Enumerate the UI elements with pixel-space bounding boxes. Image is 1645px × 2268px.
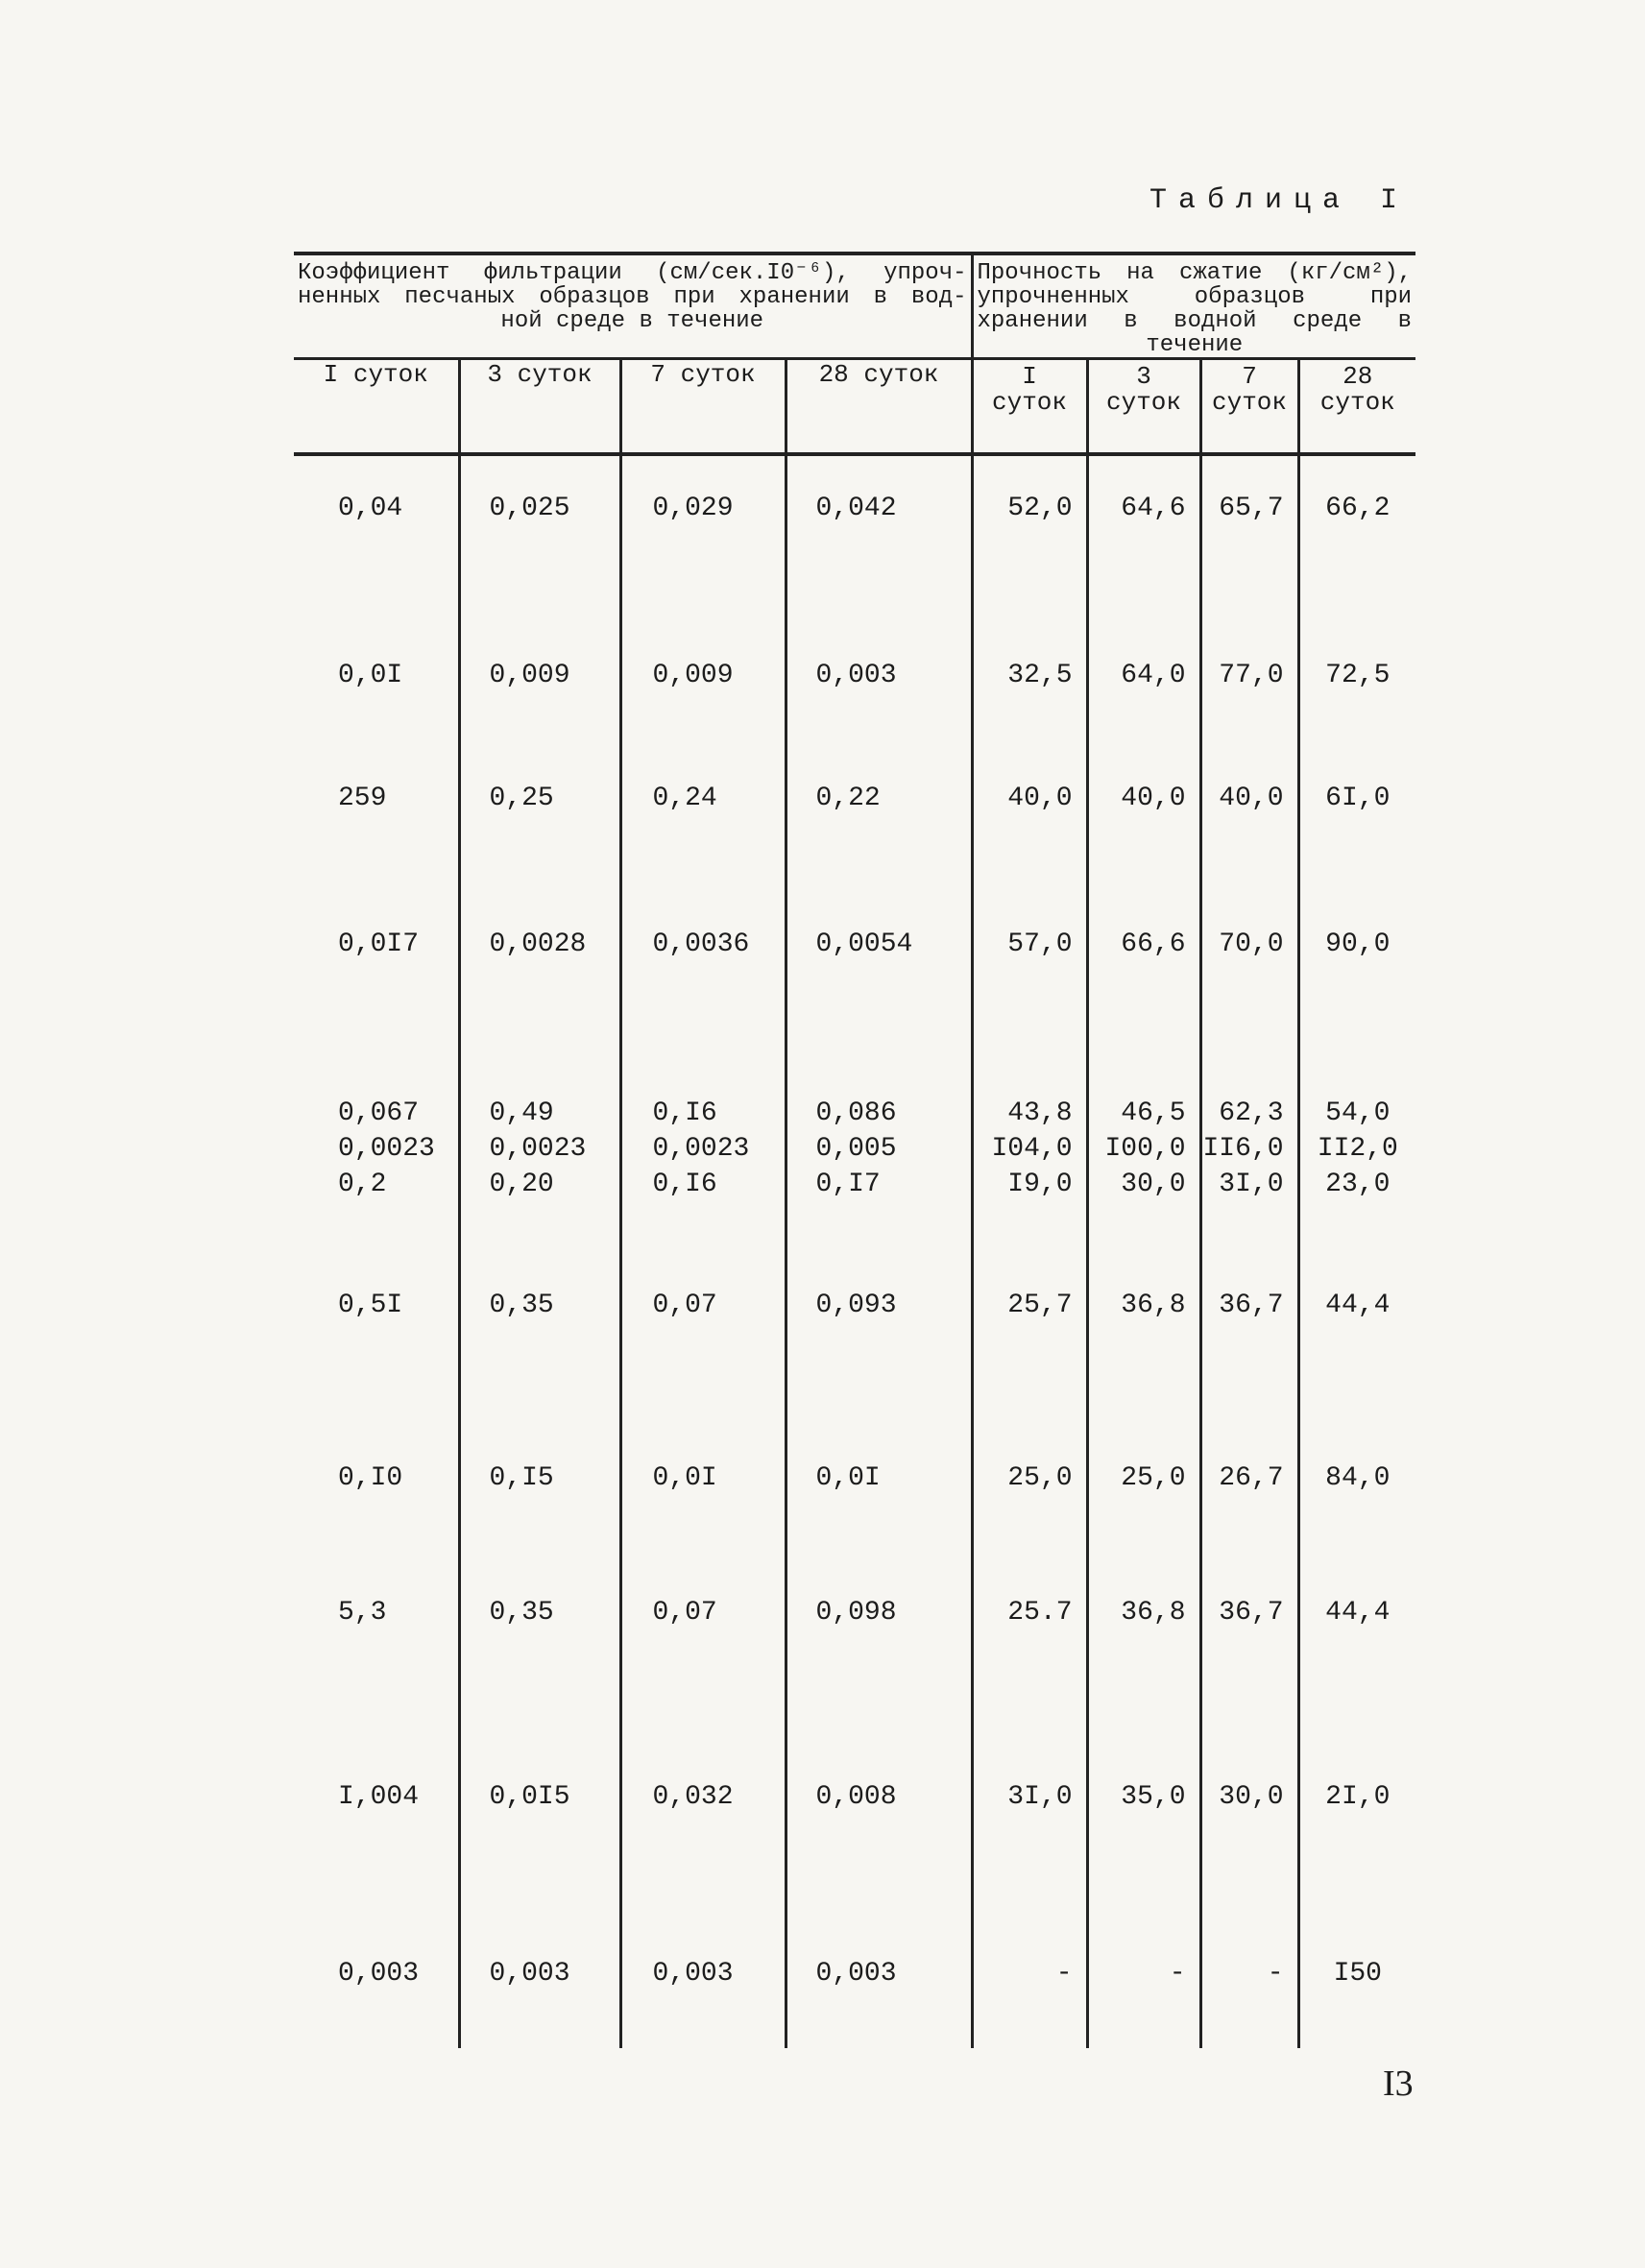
table-row	[294, 1253, 1415, 1426]
cell-value: 0,098	[815, 1598, 897, 1628]
table-cell	[294, 1745, 459, 1921]
table-cell	[786, 1921, 972, 2048]
cell-value: 64,6	[1121, 494, 1186, 523]
table-cell	[972, 746, 1087, 892]
filtration-coefficient-group-header	[294, 253, 972, 359]
table-cell	[972, 1426, 1087, 1560]
cell-value: 23,0	[1325, 1170, 1391, 1199]
cell-value: 40,0	[1219, 784, 1284, 813]
group-left-line: Коэффициент фильтрации (см/сек.I0⁻⁶), упроч-	[298, 260, 967, 286]
table-cell	[1298, 1253, 1415, 1426]
cell-value: 62,3	[1219, 1098, 1284, 1128]
cell-value: 52,0	[1007, 494, 1073, 523]
cell-value: 70,0	[1219, 929, 1284, 959]
cell-value: 0,0028	[489, 929, 587, 959]
subheader-top: 7	[1242, 362, 1257, 391]
table-cell	[1298, 1061, 1415, 1253]
cell-value: 5,3	[338, 1598, 387, 1628]
table-cell	[972, 1253, 1087, 1426]
cell-value: 0,0023	[652, 1134, 750, 1164]
cell-value: 36,8	[1121, 1291, 1186, 1320]
cell-value: 0,0036	[652, 929, 750, 959]
table-cell	[620, 1426, 786, 1560]
table-cell	[459, 1253, 620, 1426]
group-right-line: Прочность на сжатие (кг/см²),	[977, 260, 1413, 286]
cell-value: 0,I6	[652, 1098, 717, 1128]
table-body	[294, 454, 1415, 2048]
subheader-right-1	[972, 359, 1087, 455]
table-cell	[1087, 892, 1200, 1061]
cell-value: 77,0	[1219, 661, 1284, 690]
cell-value: 0,25	[489, 784, 554, 813]
cell-value: 65,7	[1219, 494, 1284, 523]
table-cell	[1298, 1921, 1415, 2048]
cell-value: I50	[1333, 1959, 1382, 1989]
table-caption: Таблица I	[1149, 184, 1409, 217]
subheader-left-7: 7 суток	[620, 359, 786, 455]
table-cell	[620, 1560, 786, 1745]
group-right-line: упрочненных образцов при	[977, 284, 1413, 310]
cell-value: 0,07	[652, 1291, 717, 1320]
cell-value: 36,8	[1121, 1598, 1186, 1628]
cell-value: 0,I6	[652, 1170, 717, 1199]
cell-value: 57,0	[1007, 929, 1073, 959]
subheader-right-7	[1200, 359, 1298, 455]
cell-value: 43,8	[1007, 1098, 1073, 1128]
table-cell	[1298, 454, 1415, 623]
cell-value: 0,003	[338, 1959, 420, 1989]
table-cell	[1200, 1253, 1298, 1426]
table-cell	[459, 1745, 620, 1921]
cell-value: 0,07	[652, 1598, 717, 1628]
table-cell	[1200, 623, 1298, 746]
table-cell	[972, 1745, 1087, 1921]
data-table	[294, 252, 1415, 2048]
table-cell	[620, 1061, 786, 1253]
cell-value: I00,0	[1104, 1134, 1186, 1164]
cell-value: 0,0I	[815, 1463, 881, 1493]
cell-value: 40,0	[1121, 784, 1186, 813]
cell-value: 44,4	[1325, 1598, 1391, 1628]
table-cell	[972, 1560, 1087, 1745]
table-cell	[1298, 1745, 1415, 1921]
cell-value: II6,0	[1202, 1134, 1284, 1164]
cell-value: 54,0	[1325, 1098, 1391, 1128]
cell-value: 0,20	[489, 1170, 554, 1199]
subheader-left-28: 28 суток	[786, 359, 972, 455]
table-cell	[294, 1560, 459, 1745]
table-cell	[294, 1921, 459, 2048]
table-cell	[294, 1426, 459, 1560]
cell-value: 32,5	[1007, 661, 1073, 690]
cell-value: -	[1055, 1959, 1073, 1989]
cell-value: 6I,0	[1325, 784, 1391, 813]
table-cell	[1087, 1560, 1200, 1745]
table-cell	[1087, 1921, 1200, 2048]
table-cell	[1087, 1253, 1200, 1426]
cell-value: 46,5	[1121, 1098, 1186, 1128]
cell-value: 0,0I5	[489, 1782, 570, 1812]
table-cell	[459, 623, 620, 746]
table-cell	[459, 746, 620, 892]
cell-value: 25,0	[1121, 1463, 1186, 1493]
table-cell	[459, 1921, 620, 2048]
cell-value: 0,0I7	[338, 929, 420, 959]
compressive-strength-group-header	[972, 253, 1415, 359]
table-cell	[620, 454, 786, 623]
table-cell	[459, 892, 620, 1061]
cell-value: 30,0	[1219, 1782, 1284, 1812]
cell-value: 66,2	[1325, 494, 1391, 523]
table-cell	[1200, 1745, 1298, 1921]
table-cell	[1087, 746, 1200, 892]
table-cell	[972, 454, 1087, 623]
cell-value: 25.7	[1007, 1598, 1073, 1628]
cell-value: 0,35	[489, 1291, 554, 1320]
cell-value: 3I,0	[1219, 1170, 1284, 1199]
table-cell	[620, 623, 786, 746]
cell-value: 35,0	[1121, 1782, 1186, 1812]
cell-value: 64,0	[1121, 661, 1186, 690]
table-cell	[1087, 1061, 1200, 1253]
cell-value: 0,5I	[338, 1291, 403, 1320]
table-cell	[459, 1426, 620, 1560]
cell-value: 0,032	[652, 1782, 734, 1812]
group-left-line: ной среде в течение	[500, 308, 764, 334]
table-row	[294, 1745, 1415, 1921]
cell-value: 0,009	[652, 661, 734, 690]
table-cell	[1200, 454, 1298, 623]
cell-value: -	[1267, 1959, 1284, 1989]
cell-value: I9,0	[1007, 1170, 1073, 1199]
page-number: I3	[1383, 2063, 1414, 2104]
table-cell	[459, 454, 620, 623]
table-cell	[620, 1745, 786, 1921]
cell-value: 0,086	[815, 1098, 897, 1128]
table-cell	[1200, 1560, 1298, 1745]
table-row	[294, 623, 1415, 746]
cell-value: 36,7	[1219, 1598, 1284, 1628]
cell-value: 0,029	[652, 494, 734, 523]
table-cell	[459, 1560, 620, 1745]
cell-value: 0,0023	[489, 1134, 587, 1164]
table-row	[294, 892, 1415, 1061]
group-right-line: течение	[1146, 332, 1244, 358]
table-row	[294, 1560, 1415, 1745]
table-cell	[1200, 1921, 1298, 2048]
cell-value: 40,0	[1007, 784, 1073, 813]
table-cell	[972, 1061, 1087, 1253]
table-cell	[620, 1253, 786, 1426]
table-row	[294, 1426, 1415, 1560]
table-cell	[294, 454, 459, 623]
table-row	[294, 746, 1415, 892]
cell-value: 0,35	[489, 1598, 554, 1628]
cell-value: 2I,0	[1325, 1782, 1391, 1812]
cell-value: 0,067	[338, 1098, 420, 1128]
table-row	[294, 1061, 1415, 1253]
table-cell	[786, 1745, 972, 1921]
cell-value: 0,49	[489, 1098, 554, 1128]
table-cell	[786, 892, 972, 1061]
cell-value: II2,0	[1317, 1134, 1398, 1164]
cell-value: 0,025	[489, 494, 570, 523]
cell-value: 3I,0	[1007, 1782, 1073, 1812]
table-cell	[1298, 746, 1415, 892]
cell-value: 66,6	[1121, 929, 1186, 959]
table-cell	[294, 892, 459, 1061]
cell-value: 30,0	[1121, 1170, 1186, 1199]
table-cell	[972, 892, 1087, 1061]
cell-value: 0,003	[489, 1959, 570, 1989]
table-cell	[294, 1253, 459, 1426]
cell-value: 0,003	[652, 1959, 734, 1989]
table-cell	[1298, 1426, 1415, 1560]
cell-value: 0,0I	[652, 1463, 717, 1493]
table-cell	[294, 746, 459, 892]
cell-value: 0,0023	[338, 1134, 435, 1164]
group-right-line: хранении в водной среде в	[977, 308, 1413, 334]
subheader-top: I	[1022, 362, 1037, 391]
cell-value: 0,I5	[489, 1463, 554, 1493]
subheader-bottom: суток	[1211, 388, 1287, 417]
cell-value: 0,I0	[338, 1463, 403, 1493]
table-cell	[786, 1061, 972, 1253]
cell-value: -	[1169, 1959, 1186, 1989]
subheader-top: 28	[1343, 362, 1373, 391]
table-cell	[1298, 892, 1415, 1061]
cell-value: 0,005	[815, 1134, 897, 1164]
table-cell	[972, 623, 1087, 746]
cell-value: 72,5	[1325, 661, 1391, 690]
table-cell	[1298, 623, 1415, 746]
group-left-line: ненных песчаных образцов при хранении в вод-	[298, 284, 967, 310]
cell-value: 0,003	[815, 1959, 897, 1989]
subheader-bottom: суток	[1105, 388, 1181, 417]
cell-value: 36,7	[1219, 1291, 1284, 1320]
cell-value: I04,0	[991, 1134, 1073, 1164]
subheader-left-1: I суток	[294, 359, 459, 455]
cell-value: 0,042	[815, 494, 897, 523]
table-cell	[459, 1061, 620, 1253]
cell-value: 25,0	[1007, 1463, 1073, 1493]
table-cell	[1087, 623, 1200, 746]
subheader-top: 3	[1136, 362, 1151, 391]
table-cell	[1087, 1426, 1200, 1560]
cell-value: 90,0	[1325, 929, 1391, 959]
table-row	[294, 454, 1415, 623]
cell-value: 0,003	[815, 661, 897, 690]
table-cell	[620, 892, 786, 1061]
cell-value: 0,24	[652, 784, 717, 813]
table-cell	[1087, 454, 1200, 623]
cell-value: 0,0054	[815, 929, 913, 959]
cell-value: 44,4	[1325, 1291, 1391, 1320]
subheader-left-3: 3 суток	[459, 359, 620, 455]
table-cell	[1200, 892, 1298, 1061]
table-cell	[786, 1253, 972, 1426]
table-cell	[1200, 1426, 1298, 1560]
cell-value: 25,7	[1007, 1291, 1073, 1320]
table-cell	[786, 746, 972, 892]
table-cell	[620, 1921, 786, 2048]
subheader-bottom: суток	[1319, 388, 1395, 417]
cell-value: 0,008	[815, 1782, 897, 1812]
table-cell	[786, 1426, 972, 1560]
table-cell	[620, 746, 786, 892]
cell-value: 0,04	[338, 494, 403, 523]
table-cell	[1298, 1560, 1415, 1745]
cell-value: 259	[338, 784, 387, 813]
table-cell	[294, 1061, 459, 1253]
table-cell	[786, 623, 972, 746]
cell-value: 0,009	[489, 661, 570, 690]
subheader-right-3	[1087, 359, 1200, 455]
cell-value: 0,2	[338, 1170, 387, 1199]
cell-value: 26,7	[1219, 1463, 1284, 1493]
cell-value: I,004	[338, 1782, 420, 1812]
table-cell	[1087, 1745, 1200, 1921]
subheader-bottom: суток	[991, 388, 1067, 417]
table-cell	[786, 454, 972, 623]
cell-value: 0,0I	[338, 661, 403, 690]
table-cell	[786, 1560, 972, 1745]
table-cell	[1200, 1061, 1298, 1253]
subheader-right-28	[1298, 359, 1415, 455]
cell-value: 0,093	[815, 1291, 897, 1320]
cell-value: 0,I7	[815, 1170, 881, 1199]
table-row	[294, 1921, 1415, 2048]
cell-value: 0,22	[815, 784, 881, 813]
table-cell	[294, 623, 459, 746]
table-cell	[1200, 746, 1298, 892]
table-cell	[972, 1921, 1087, 2048]
cell-value: 84,0	[1325, 1463, 1391, 1493]
